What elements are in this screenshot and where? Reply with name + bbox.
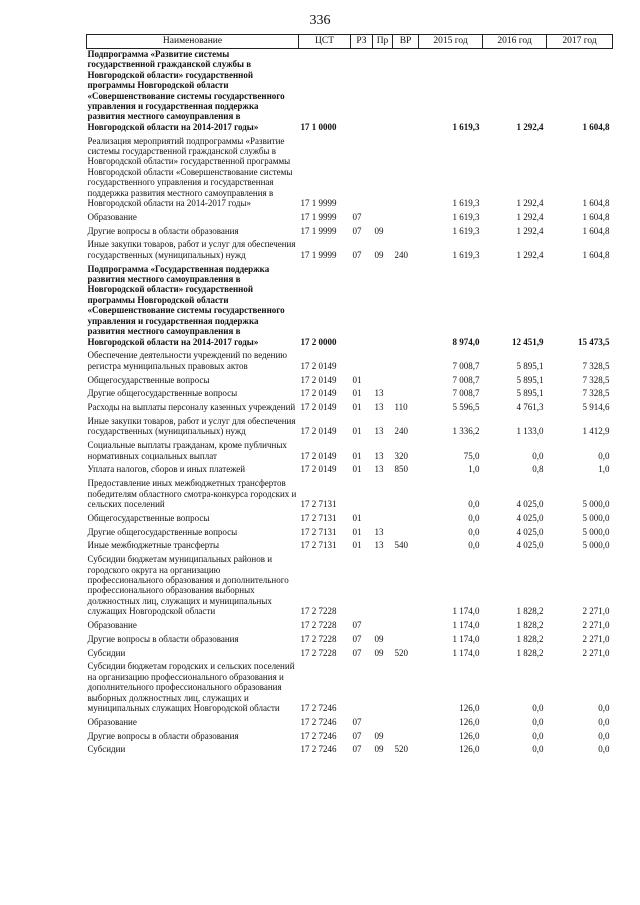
table-row (87, 464, 613, 478)
cell-cst: 17 2 7131 (300, 512, 337, 523)
cell-2016: 1 292,4 (516, 198, 544, 209)
table-row (87, 239, 613, 263)
cell-pr: 09 (374, 730, 384, 741)
cell-vr: 850 (394, 464, 408, 475)
column-header-2016: 2016 год (483, 35, 547, 49)
cell-rz (351, 136, 373, 212)
cell-2016: 1 292,4 (516, 225, 544, 236)
cell-2016: 1 133,0 (516, 426, 544, 437)
cell-2017: 1 604,8 (582, 121, 610, 132)
cell-rz (351, 49, 373, 136)
cell-name: Образование (87, 716, 137, 727)
cell-2016: 1 828,2 (516, 647, 544, 658)
cell-2016: 12 451,9 (512, 336, 544, 347)
table-header (87, 35, 613, 49)
cell-cst: 17 2 7228 (300, 619, 337, 630)
cell-2015: 1 619,3 (452, 121, 480, 132)
table-row (87, 402, 613, 416)
cell-2015: 1 174,0 (452, 647, 480, 658)
cell-2017: 7 328,5 (582, 374, 610, 385)
cell-2015: 0,0 (468, 540, 480, 551)
cell-name: Другие вопросы в области образования (87, 225, 239, 236)
cell-vr (393, 350, 419, 374)
cell-vr (393, 478, 419, 513)
table-row (87, 350, 613, 374)
cell-vr (393, 661, 419, 716)
cell-rz: 07 (352, 619, 362, 630)
cell-2016: 4 025,0 (516, 526, 544, 537)
cell-2015: 1 619,3 (452, 225, 480, 236)
cell-2017: 0,0 (598, 450, 610, 461)
cell-name: Субсидии бюджетам городских и сельских поселений на организацию профессионального образования и дополнительного профессионального образования выборных должностных лиц, служащих и муниципальных служащих Новгородской области (87, 661, 295, 713)
cell-pr: 09 (374, 647, 384, 658)
cell-name: Другие общегосударственные вопросы (87, 526, 238, 537)
cell-rz: 01 (352, 374, 362, 385)
cell-cst: 17 2 0149 (300, 450, 337, 461)
cell-vr: 520 (394, 647, 408, 658)
cell-2016: 0,0 (532, 730, 544, 741)
cell-2017: 5 000,0 (582, 498, 610, 509)
table-row (87, 136, 613, 212)
cell-name: Социальные выплаты гражданам, кроме публичных нормативных социальных выплат (87, 440, 287, 461)
cell-rz: 07 (352, 249, 362, 260)
cell-2017: 2 271,0 (582, 647, 610, 658)
cell-vr (393, 620, 419, 634)
cell-2015: 1 174,0 (452, 619, 480, 630)
cell-name: Реализация мероприятий подпрограммы «Развитие системы государственной гражданской службы в Новгородской области» государственной программы Новгородской области «Совершенствование системы государственного управления и государственная поддержка развития местного самоуправления в Новгородской области на 2014-2017 годы» (87, 135, 293, 209)
cell-pr (373, 136, 393, 212)
cell-2016: 1 828,2 (516, 633, 544, 644)
cell-name: Другие вопросы в области образования (87, 633, 239, 644)
cell-rz: 07 (352, 225, 362, 236)
cell-2016: 0,0 (532, 450, 544, 461)
cell-name: Образование (87, 211, 137, 222)
cell-2017: 0,0 (598, 716, 610, 727)
cell-2016: 5 895,1 (516, 360, 544, 371)
cell-rz (351, 478, 373, 513)
cell-2016: 1 292,4 (516, 249, 544, 260)
table-row (87, 661, 613, 716)
cell-2015: 126,0 (459, 744, 480, 755)
table-row (87, 540, 613, 554)
cell-2017: 2 271,0 (582, 619, 610, 630)
cell-2015: 1 336,2 (452, 426, 480, 437)
cell-cst: 17 2 7246 (300, 730, 337, 741)
cell-cst: 17 2 0149 (300, 402, 337, 413)
cell-cst: 17 2 0149 (300, 388, 337, 399)
cell-cst: 17 2 0149 (300, 360, 337, 371)
cell-rz: 01 (352, 464, 362, 475)
column-header-2015: 2015 год (419, 35, 483, 49)
cell-2015: 126,0 (459, 716, 480, 727)
cell-2016: 0,0 (532, 702, 544, 713)
cell-vr: 520 (394, 744, 408, 755)
cell-name: Расходы на выплаты персоналу казенных учреждений (87, 402, 296, 413)
cell-cst: 17 2 7246 (300, 744, 337, 755)
cell-vr (393, 513, 419, 527)
cell-vr (393, 49, 419, 136)
column-header-pr: Пр (373, 35, 393, 49)
cell-cst: 17 2 7246 (300, 716, 337, 727)
table-row (87, 634, 613, 648)
cell-2017: 5 914,6 (582, 402, 610, 413)
cell-2017: 5 000,0 (582, 540, 610, 551)
cell-cst: 17 2 7228 (300, 647, 337, 658)
cell-vr (393, 264, 419, 351)
column-header-2017: 2017 год (547, 35, 613, 49)
table-row (87, 478, 613, 513)
cell-rz (351, 264, 373, 351)
cell-rz: 01 (352, 450, 362, 461)
cell-cst: 17 1 9999 (300, 211, 337, 222)
cell-rz: 07 (352, 730, 362, 741)
cell-cst: 17 2 7131 (300, 526, 337, 537)
cell-2016: 1 828,2 (516, 606, 544, 617)
cell-pr: 09 (374, 633, 384, 644)
cell-2015: 126,0 (459, 730, 480, 741)
table-row (87, 744, 613, 758)
table-row (87, 648, 613, 662)
cell-rz (351, 350, 373, 374)
cell-pr: 13 (374, 464, 384, 475)
cell-2017: 7 328,5 (582, 360, 610, 371)
cell-name: Обеспечение деятельности учреждений по ведению регистра муниципальных правовых актов (87, 350, 288, 371)
page-number: 336 (309, 13, 331, 28)
cell-2015: 1 619,3 (452, 249, 480, 260)
cell-2015: 1 174,0 (452, 633, 480, 644)
table-row (87, 717, 613, 731)
cell-vr (393, 136, 419, 212)
cell-name: Подпрограмма «Развитие системы государственной гражданской службы в Новгородской области» государственной программы Новгородской области «Совершенствование системы государственного управления и государственная поддержка развития местного самоуправления в Новгородской области на 2014-2017 годы» (87, 49, 285, 132)
cell-pr: 13 (374, 426, 384, 437)
cell-name: Другие вопросы в области образования (87, 730, 239, 741)
cell-cst: 17 2 7228 (300, 633, 337, 644)
table-row (87, 527, 613, 541)
table-row (87, 264, 613, 351)
cell-2016: 5 895,1 (516, 388, 544, 399)
cell-2015: 7 008,7 (452, 374, 480, 385)
cell-2016: 1 292,4 (516, 211, 544, 222)
table-row (87, 440, 613, 464)
table-row (87, 513, 613, 527)
column-header-name: Наименование (87, 35, 299, 49)
cell-name: Иные закупки товаров, работ и услуг для обеспечения государственных (муниципальных) нужд (87, 239, 296, 260)
cell-2017: 2 271,0 (582, 606, 610, 617)
cell-cst: 17 2 7246 (300, 702, 337, 713)
cell-vr (393, 388, 419, 402)
cell-2016: 4 761,3 (516, 402, 544, 413)
cell-rz: 01 (352, 526, 362, 537)
cell-pr (373, 478, 393, 513)
table-row (87, 49, 613, 136)
cell-pr: 13 (374, 402, 384, 413)
cell-2015: 1,0 (468, 464, 480, 475)
cell-2015: 7 008,7 (452, 388, 480, 399)
budget-table (86, 34, 613, 758)
cell-2016: 5 895,1 (516, 374, 544, 385)
cell-2015: 126,0 (459, 702, 480, 713)
cell-rz: 01 (352, 388, 362, 399)
table-row (87, 388, 613, 402)
table-row (87, 375, 613, 389)
table-row (87, 554, 613, 620)
cell-2017: 1,0 (598, 464, 610, 475)
cell-pr (373, 620, 393, 634)
cell-2015: 0,0 (468, 512, 480, 523)
table-body (87, 49, 613, 759)
cell-vr (393, 527, 419, 541)
cell-cst: 17 2 0149 (300, 374, 337, 385)
cell-name: Предоставление иных межбюджетных трансфертов победителям областного смотра-конкурса городских и сельских поселений (87, 478, 297, 509)
cell-name: Образование (87, 619, 137, 630)
cell-2017: 2 271,0 (582, 633, 610, 644)
cell-2015: 7 008,7 (452, 360, 480, 371)
cell-rz (351, 554, 373, 620)
cell-2015: 0,0 (468, 498, 480, 509)
cell-pr: 13 (374, 450, 384, 461)
cell-rz: 07 (352, 647, 362, 658)
cell-vr (393, 554, 419, 620)
cell-2016: 0,0 (532, 744, 544, 755)
cell-2016: 0,0 (532, 716, 544, 727)
cell-2017: 0,0 (598, 730, 610, 741)
cell-pr (373, 264, 393, 351)
table-row (87, 226, 613, 240)
column-header-rz: РЗ (351, 35, 373, 49)
cell-2017: 1 604,8 (582, 249, 610, 260)
cell-name: Общегосударственные вопросы (87, 512, 210, 523)
table-row (87, 731, 613, 745)
cell-cst: 17 1 9999 (300, 198, 337, 209)
cell-pr: 13 (374, 388, 384, 399)
cell-rz: 01 (352, 426, 362, 437)
cell-pr: 13 (374, 526, 384, 537)
cell-cst: 17 1 9999 (300, 249, 337, 260)
cell-pr: 13 (374, 540, 384, 551)
cell-vr (393, 634, 419, 648)
cell-2015: 8 974,0 (452, 336, 480, 347)
cell-pr: 09 (374, 744, 384, 755)
cell-2017: 1 604,8 (582, 211, 610, 222)
cell-vr (393, 226, 419, 240)
table-row (87, 212, 613, 226)
table-row (87, 620, 613, 634)
cell-pr (373, 661, 393, 716)
cell-cst: 17 2 7131 (300, 498, 337, 509)
cell-vr: 240 (394, 249, 408, 260)
cell-2017: 1 604,8 (582, 225, 610, 236)
cell-name: Иные межбюджетные трансферты (87, 540, 220, 551)
cell-rz: 07 (352, 744, 362, 755)
cell-2016: 1 828,2 (516, 619, 544, 630)
cell-cst: 17 2 0000 (300, 336, 337, 347)
cell-2017: 7 328,5 (582, 388, 610, 399)
cell-rz: 01 (352, 512, 362, 523)
cell-name: Другие общегосударственные вопросы (87, 388, 238, 399)
cell-2017: 5 000,0 (582, 512, 610, 523)
cell-2017: 0,0 (598, 702, 610, 713)
cell-vr (393, 375, 419, 389)
cell-pr (373, 513, 393, 527)
cell-pr (373, 49, 393, 136)
cell-pr (373, 717, 393, 731)
cell-cst: 17 2 7131 (300, 540, 337, 551)
cell-name: Подпрограмма «Государственная поддержка развития местного самоуправления в Новгородской области» государственной программы Новгородской области «Совершенствование системы государственного управления и государственная поддержка развития местного самоуправления в Новгородской области на 2014-2017 годы» (87, 263, 285, 347)
cell-vr (393, 731, 419, 745)
cell-2017: 1 412,9 (582, 426, 610, 437)
cell-2016: 4 025,0 (516, 540, 544, 551)
cell-cst: 17 2 0149 (300, 426, 337, 437)
cell-pr: 09 (374, 249, 384, 260)
cell-vr: 240 (394, 426, 408, 437)
cell-pr (373, 212, 393, 226)
cell-vr: 110 (394, 402, 408, 413)
cell-2017: 1 604,8 (582, 198, 610, 209)
cell-2015: 5 596,5 (452, 402, 480, 413)
cell-2016: 4 025,0 (516, 512, 544, 523)
cell-rz: 07 (352, 716, 362, 727)
cell-2016: 1 292,4 (516, 121, 544, 132)
cell-2017: 5 000,0 (582, 526, 610, 537)
column-header-cst: ЦСТ (299, 35, 351, 49)
cell-pr (373, 375, 393, 389)
cell-pr (373, 554, 393, 620)
cell-2015: 0,0 (468, 526, 480, 537)
cell-vr (393, 717, 419, 731)
column-header-vr: ВР (393, 35, 419, 49)
cell-name: Субсидии (87, 647, 126, 658)
cell-2017: 15 473,5 (578, 336, 610, 347)
cell-rz: 07 (352, 211, 362, 222)
cell-vr: 540 (394, 540, 408, 551)
cell-2015: 1 619,3 (452, 211, 480, 222)
cell-name: Общегосударственные вопросы (87, 374, 210, 385)
cell-name: Иные закупки товаров, работ и услуг для обеспечения государственных (муниципальных) нужд (87, 415, 296, 437)
cell-name: Субсидии бюджетам муниципальных районов и городского округа на организацию профессионального образования и дополнительного профессионального образования выборных должностных лиц, служащих и муниципальных служащих Новгородской области (87, 554, 289, 617)
cell-2015: 75,0 (463, 450, 480, 461)
cell-rz: 01 (352, 540, 362, 551)
cell-2017: 0,0 (598, 744, 610, 755)
cell-2015: 1 619,3 (452, 198, 480, 209)
cell-vr: 320 (394, 450, 408, 461)
cell-cst: 17 1 0000 (300, 121, 337, 132)
cell-name: Субсидии (87, 744, 126, 755)
cell-2016: 0,8 (532, 464, 544, 475)
cell-cst: 17 2 7228 (300, 606, 337, 617)
cell-cst: 17 1 9999 (300, 225, 337, 236)
table-row (87, 416, 613, 440)
cell-rz: 07 (352, 633, 362, 644)
cell-rz (351, 661, 373, 716)
cell-name: Уплата налогов, сборов и иных платежей (87, 464, 246, 475)
cell-rz: 01 (352, 402, 362, 413)
cell-2016: 4 025,0 (516, 498, 544, 509)
cell-pr (373, 350, 393, 374)
cell-2015: 1 174,0 (452, 606, 480, 617)
cell-cst: 17 2 0149 (300, 464, 337, 475)
cell-pr: 09 (374, 225, 384, 236)
cell-vr (393, 212, 419, 226)
